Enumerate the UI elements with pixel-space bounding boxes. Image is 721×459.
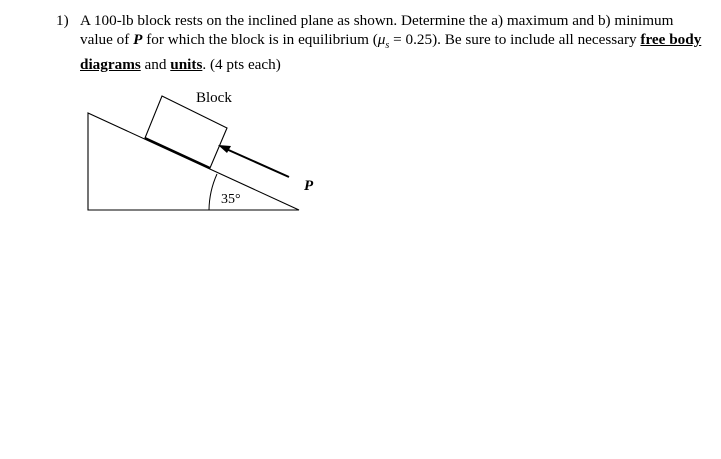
angle-arc [209,174,217,210]
text-part-4: . (4 pts each) [202,56,281,74]
block-label: Block [196,90,232,106]
force-symbol: P [133,31,143,48]
force-arrow [224,148,289,177]
units-label: units [170,56,203,74]
text-part-2: for which the block is in equilibrium ( [142,31,378,48]
problem-number: 1) [56,12,69,29]
force-arrowhead [218,145,231,153]
force-label: P [304,178,314,194]
text-part-3: and [140,56,171,74]
fbd-label: free body diagrams [80,31,702,74]
angle-label: 35° [221,192,241,207]
mu-symbol: μ [377,31,386,48]
mu-value: = 0.25). Be sure to include all necessary [389,31,641,48]
mu-subscript: s [385,40,390,52]
text-part-1: A 100-lb block rests on the inclined plane as shown. Determine the a) maximum and b) minimum value of [80,12,674,48]
